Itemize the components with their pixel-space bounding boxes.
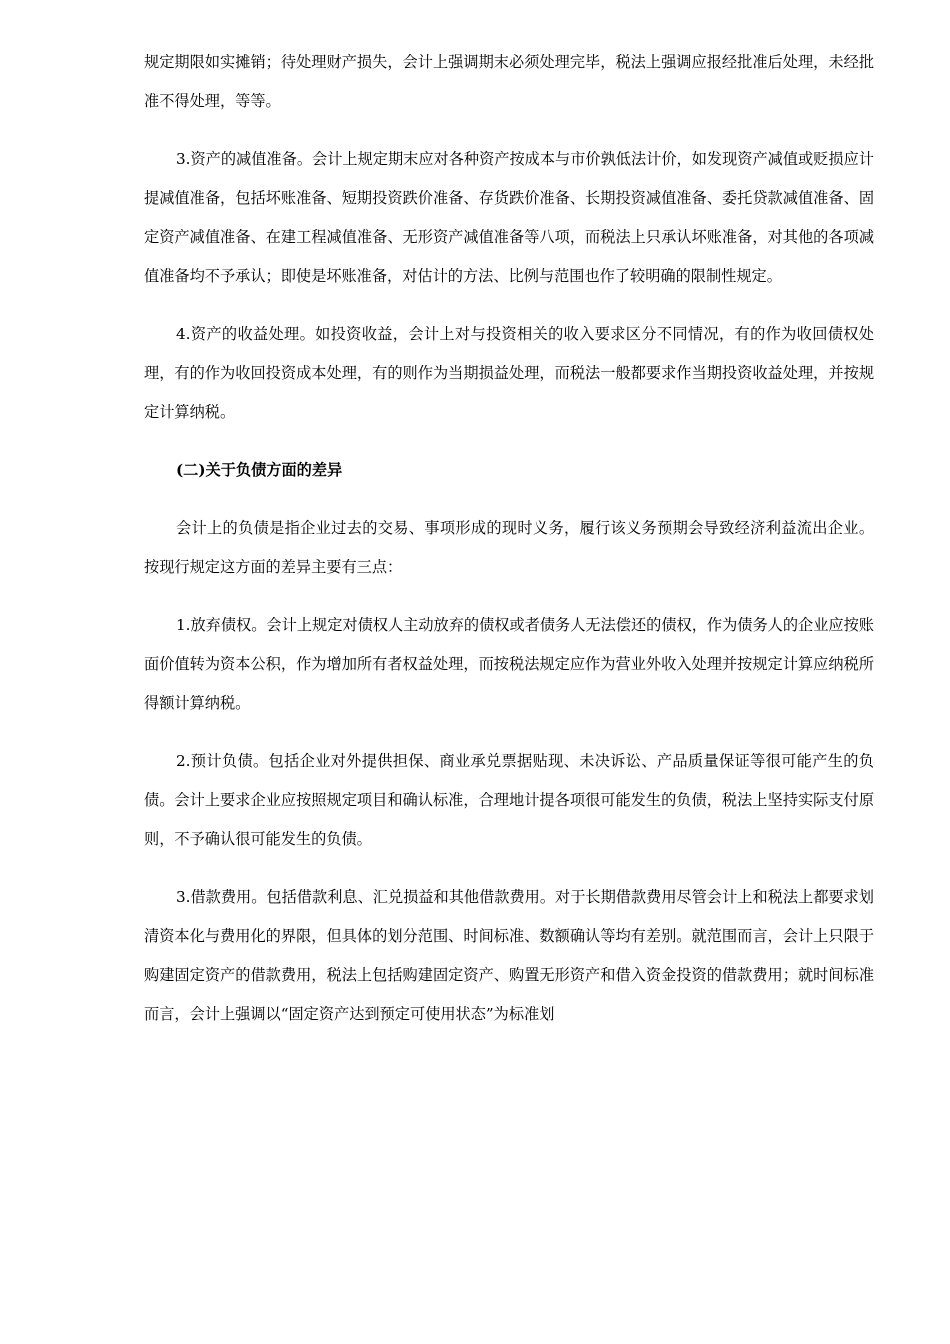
paragraph-liabilities-intro: 会计上的负债是指企业过去的交易、事项形成的现时义务，履行该义务预期会导致经济利益流出企业。按现行规定这方面的差异主要有三点： [144,519,874,576]
paragraph-waived-claims: 1.放弃债权。会计上规定对债权人主动放弃的债权或者债务人无法偿还的债权，作为债务人的企业应按账面价值转为资本公积，作为增加所有者权益处理，而按税法规定应作为营业外收入处理并按规定计算应纳税所得额计算纳税。 [144,616,874,712]
paragraph-asset-income: 4.资产的收益处理。如投资收益，会计上对与投资相关的收入要求区分不同情况，有的作为收回债权处理，有的作为收回投资成本处理，有的则作为当期损益处理，而税法一般都要求作当期投资收益处理，并按规定计算纳税。 [144,325,874,421]
section-heading-liabilities: (二)关于负债方面的差异 [176,461,343,479]
paragraph-borrowing-costs: 3.借款费用。包括借款利息、汇兑损益和其他借款费用。对于长期借款费用尽管会计上和税法上都要求划清资本化与费用化的界限，但具体的划分范围、时间标准、数额确认等均有差别。就范围而言，会计上只限于购建固定资产的借款费用，税法上包括购建固定资产、购置无形资产和借入资金投资的借款费用；就时间标准而言，会计上强调以“固定资产达到预定可使用状态”为标准划 [144,888,874,1023]
document-body [144,43,874,1034]
paragraph-estimated-liabilities: 2.预计负债。包括企业对外提供担保、商业承兑票据贴现、未决诉讼、产品质量保证等很可能产生的负债。会计上要求企业应按照规定项目和确认标准，合理地计提各项很可能发生的负债，税法上坚持实际支付原则，不予确认很可能发生的负债。 [144,752,874,848]
paragraph-continuation: 规定期限如实摊销；待处理财产损失，会计上强调期末必须处理完毕，税法上强调应报经批准后处理，未经批准不得处理，等等。 [144,53,874,110]
paragraph-asset-impairment: 3.资产的减值准备。会计上规定期末应对各种资产按成本与市价孰低法计价，如发现资产减值或贬损应计提减值准备，包括坏账准备、短期投资跌价准备、存货跌价准备、长期投资减值准备、委托贷款减值准备、固定资产减值准备、在建工程减值准备、无形资产减值准备等八项，而税法上只承认坏账准备，对其他的各项减值准备均不予承认；即使是坏账准备，对估计的方法、比例与范围也作了较明确的限制性规定。 [144,150,874,285]
